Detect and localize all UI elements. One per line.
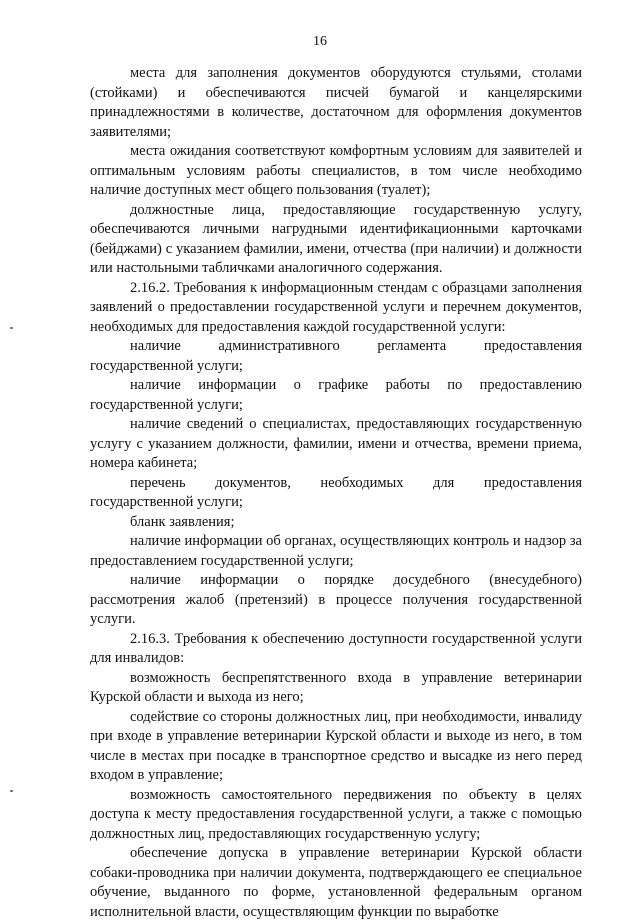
scan-speck	[10, 790, 13, 792]
document-body	[90, 64, 582, 922]
paragraph-application-form: бланк заявления;	[130, 513, 235, 530]
paragraph-control-bodies: наличие информации об органах, осуществляющих контроль и надзор за предоставлением государственной услуги;	[90, 533, 582, 569]
paragraph-workplaces: места для заполнения документов оборудуются стульями, столами (стойками) и обеспечиваются писчей бумагой и канцелярскими принадлежностями в количестве, достаточном для оформления документов заявителями;	[90, 65, 582, 140]
paragraph-movement: возможность самостоятельного передвижения по объекту в целях доступа к месту предоставления государственной услуги, а также с помощью должностных лиц, предоставляющих государственную услугу;	[90, 786, 582, 842]
paragraph-complaints: наличие информации о порядке досудебного (внесудебного) рассмотрения жалоб (претензий) в процессе получения государственной услуги.	[90, 572, 582, 627]
paragraph-regulation: наличие административного регламента предоставления государственной услуги;	[90, 338, 582, 374]
paragraph-specialists: наличие сведений о специалистах, предоставляющих государственную услугу с указанием должности, фамилии, имени и отчества, времени приема, номера кабинета;	[90, 416, 582, 471]
paragraph-assistance: содействие со стороны должностных лиц, при необходимости, инвалиду при входе в управление ветеринарии Курской области и выходе из него, в том числе в местах при посадке в транспортное средство и высадке из него перед входом в управление;	[90, 708, 582, 783]
paragraph-document-list: перечень документов, необходимых для предоставления государственной услуги;	[90, 474, 582, 510]
paragraph-waiting-areas: места ожидания соответствуют комфортным условиям для заявителей и оптимальным условиям работы специалистов, в том числе необходимо наличие доступных мест общего пользования (туалет);	[90, 143, 582, 198]
page-number: 16	[313, 34, 327, 49]
paragraph-guide-dog: обеспечение допуска в управление ветеринарии Курской области собаки-проводника при наличии документа, подтверждающего ее специальное обучение, выданного по форме, установленной федеральным органом исполнительной власти, осуществляющим функции по выработке	[90, 845, 582, 920]
paragraph-entrance: возможность беспрепятственного входа в управление ветеринарии Курской области и выхода из него;	[90, 669, 582, 705]
paragraph-schedule: наличие информации о графике работы по предоставлению государственной услуги;	[90, 377, 582, 413]
paragraph-section-2-16-3: 2.16.3. Требования к обеспечению доступности государственной услуги для инвалидов:	[90, 630, 582, 666]
paragraph-badges: должностные лица, предоставляющие государственную услугу, обеспечиваются личными нагрудными идентификационными карточками (бейджами) с указанием фамилии, имени, отчества (при наличии) и должности или настольными табличками аналогичного содержания.	[90, 201, 582, 276]
paragraph-section-2-16-2: 2.16.2. Требования к информационным стендам с образцами заполнения заявлений о предоставлении государственной услуги и перечнем документов, необходимых для предоставления каждой государственной услуги:	[90, 279, 582, 335]
scan-speck	[10, 327, 13, 329]
